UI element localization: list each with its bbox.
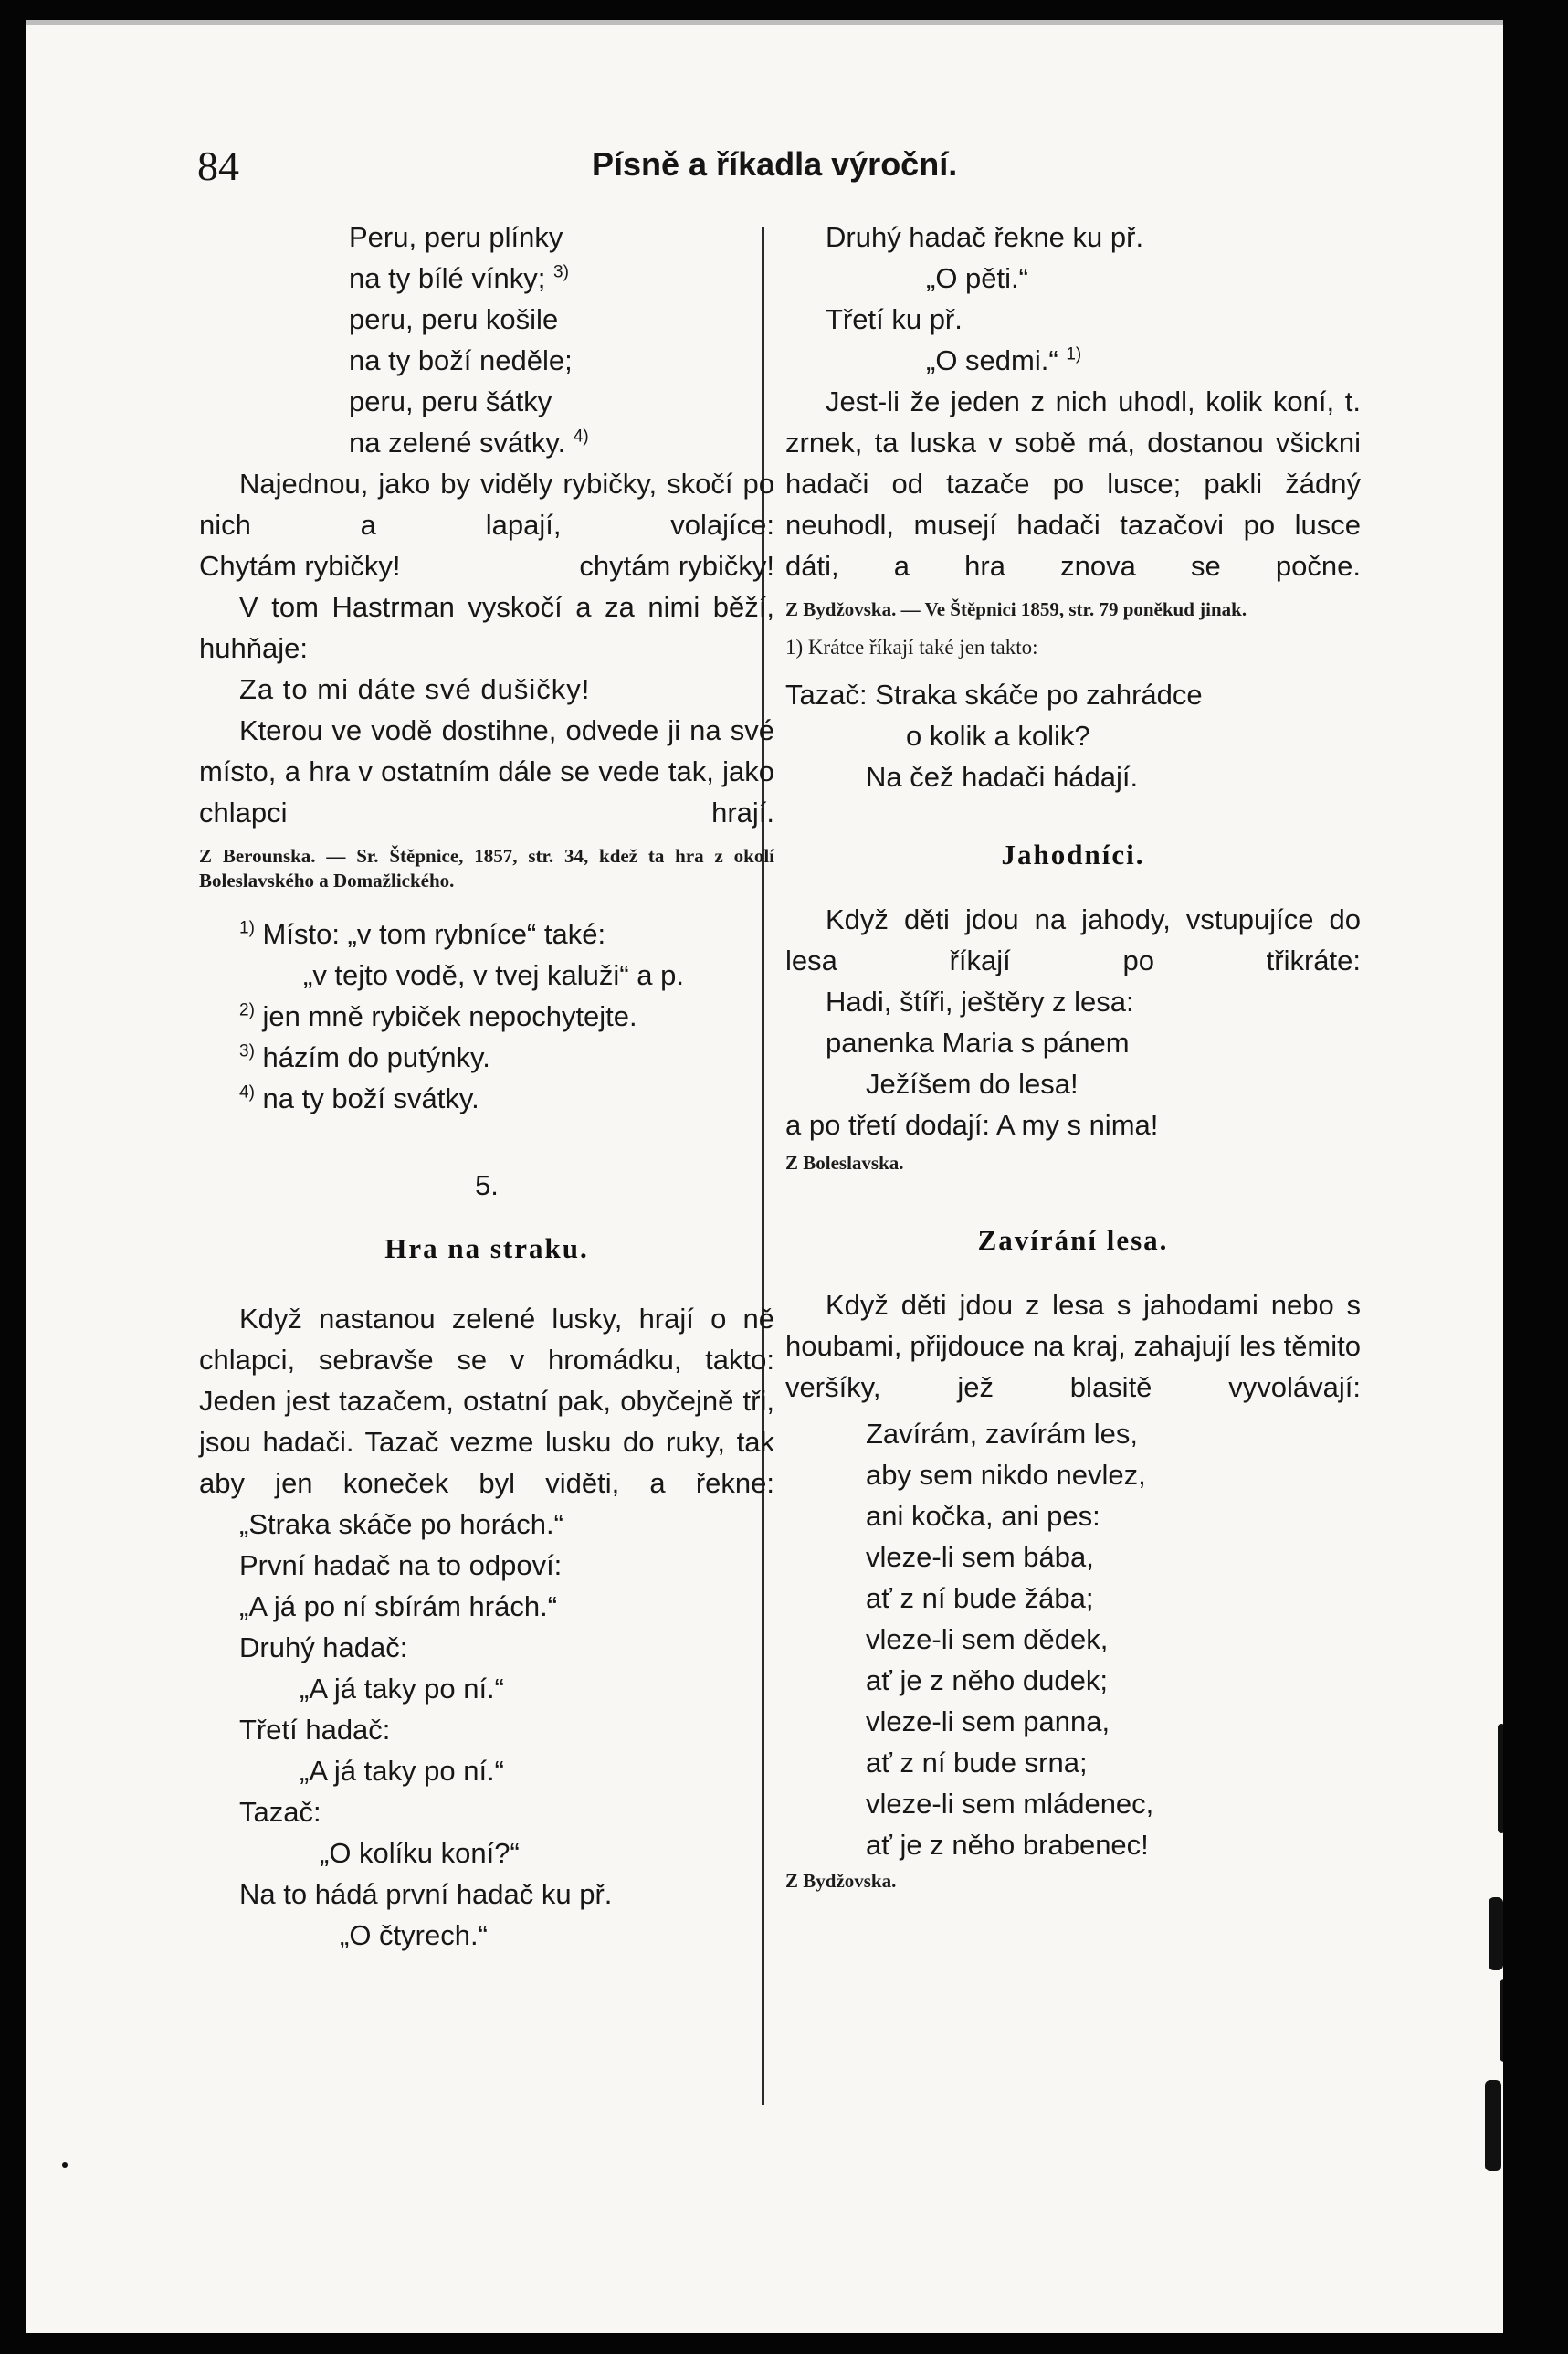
ink-speck [1489, 1897, 1503, 1970]
verse-line: panenka Maria s pánem [826, 1027, 1130, 1059]
book-page [26, 20, 1503, 2333]
verse-line: ať je z něho brabenec! [866, 1829, 1149, 1861]
verse-line: na ty boží neděle; [349, 344, 573, 376]
verse-line: aby sem nikdo nevlez, [866, 1459, 1146, 1491]
paragraph: V tom Hastrman vyskočí a za nimi běží, huhňaje: [199, 591, 774, 664]
verse-line: ať je z něho dudek; [866, 1664, 1108, 1696]
ink-speck [1500, 1979, 1503, 2062]
dialogue-line: „A já po ní sbírám hrách.“ [239, 1590, 558, 1622]
dialogue-line: První hadač na to odpoví: [239, 1549, 563, 1581]
section-title: Jahodníci. [1001, 839, 1145, 871]
dialogue-line: Druhý hadač: [239, 1631, 408, 1663]
verse-line: a po třetí dodají: A my s nima! [785, 1109, 1159, 1141]
verse-line: Ježíšem do lesa! [866, 1068, 1079, 1100]
verse-line: peru, peru košile [349, 303, 559, 335]
dialogue-line: Třetí ku př. [826, 303, 963, 335]
verse-straka [785, 674, 1361, 797]
right-column [785, 216, 1361, 1894]
verse-plinky [199, 216, 774, 463]
verse-line: ani kočka, ani pes: [866, 1500, 1100, 1532]
dialogue-line: Druhý hadač řekne ku př. [826, 221, 1144, 253]
dialogue-line: „O čtyrech.“ [340, 1919, 488, 1951]
footnote: $^{3)}$ házím do putýnky. [239, 1041, 490, 1073]
dialogue-line: „O pěti.“ [926, 262, 1028, 294]
shout-line: Za to mi dáte své dušičky! [239, 673, 591, 705]
footnote: 1) Krátce říkají také jen takto: [785, 636, 1038, 659]
verse-line: o kolik a kolik? [906, 720, 1090, 752]
dialogue-line: Na to hádá první hadač ku př. [239, 1878, 613, 1910]
verse-line: vleze-li sem dědek, [866, 1623, 1109, 1655]
ink-speck [62, 2162, 68, 2168]
footnote-mark: 3) [553, 262, 569, 282]
dialogue-line: Třetí hadač: [239, 1714, 391, 1746]
dialogue-line: Tazač: [239, 1796, 321, 1828]
footnote: „v tejto vodě, v tvej kaluži“ a p. [303, 959, 684, 991]
source-note: Z Boleslavska. [785, 1152, 904, 1174]
verse-line: ať z ní bude žába; [866, 1582, 1094, 1614]
dialogue-line: „O kolíku koní?“ [320, 1837, 520, 1869]
dialogue-line: „A já taky po ní.“ [300, 1673, 504, 1705]
ink-speck [1498, 1724, 1503, 1833]
verse-jahody [785, 981, 1361, 1145]
running-title: Písně a říkadla výroční. [592, 145, 958, 183]
verse-line: Zavírám, zavírám les, [866, 1418, 1138, 1450]
paragraph: Najednou, jako by viděly rybičky, skočí po nich a lapají, volajíce: [199, 468, 774, 541]
dialogue [785, 216, 1361, 381]
footnote: $^{4)}$ na ty boží svátky. [239, 1082, 479, 1114]
dialogue-line: „O sedmi.“ $^{1)}$ [926, 344, 1082, 376]
source-note: Z Bydžovska. [785, 1870, 897, 1892]
dialogue [199, 1504, 774, 1956]
footnote: $^{2)}$ jen mně rybiček nepochytejte. [239, 1000, 637, 1032]
source-note: Z Bydžovska. — Ve Štěpnici 1859, str. 79 poněkud jinak. [785, 598, 1247, 620]
verse-line: peru, peru šátky [349, 385, 552, 417]
verse-line: Tazač: Straka skáče po zahrádce [785, 679, 1203, 711]
page-header [26, 132, 1503, 187]
verse-line: Peru, peru plínky [349, 221, 563, 253]
verse-line: Hadi, štíři, ještěry z lesa: [826, 986, 1134, 1018]
verse-line: Na čež hadači hádají. [866, 761, 1139, 793]
dialogue-line: „A já taky po ní.“ [300, 1755, 504, 1787]
section-title: Hra na straku. [384, 1232, 589, 1264]
verse-line: na zelené svátky. $^{4)}$ [349, 427, 589, 459]
verse-les [785, 1413, 1361, 1865]
verse-line: vleze-li sem bába, [866, 1541, 1094, 1573]
source-note: Z Berounska. — Sr. Štěpnice, 1857, str. 34, kdež ta hra z okolí Boleslavského a Domažlického. [199, 845, 774, 892]
verse-line: na ty bílé vínky; $^{3)}$ [349, 262, 569, 294]
footnote: $^{1)}$ Místo: „v tom rybníce“ také: [239, 918, 606, 950]
verse-line: vleze-li sem panna, [866, 1705, 1110, 1737]
shout-line: Chytám rybičky! chytám rybičky! [199, 550, 774, 582]
verse-line: vleze-li sem mládenec, [866, 1788, 1154, 1820]
footnotes [199, 913, 774, 1119]
paragraph: Jest-li že jeden z nich uhodl, kolik koní, t. zrnek, ta luska v sobě má, dostanou všickni hadači od tazače po lusce; pakli žádný neuhodl, musejí hadači tazačovi po lusce dáti, a hra znova se počne. [785, 385, 1361, 582]
paragraph: Když děti jdou na jahody, vstupujíce do lesa říkají po třikráte: [785, 903, 1361, 976]
verse-line: ať z ní bude srna; [866, 1747, 1088, 1779]
section-number: 5. [475, 1169, 499, 1201]
page-number: 84 [197, 143, 239, 189]
section-title: Zavírání lesa. [977, 1224, 1169, 1256]
ink-speck [1485, 2080, 1501, 2171]
dialogue-line: „Straka skáče po horách.“ [239, 1508, 563, 1540]
paragraph: Kterou ve vodě dostihne, odvede ji na své místo, a hra v ostatním dále se vede tak, jako chlapci hrají. [199, 714, 774, 829]
paragraph: Když děti jdou z lesa s jahodami nebo s houbami, přijdouce na kraj, zahajují les těmito veršíky, jež blasitě vyvolávají: [785, 1289, 1361, 1403]
left-column [199, 216, 774, 1956]
footnote-mark: 4) [573, 427, 589, 447]
paragraph: Když nastanou zelené lusky, hrají o ně chlapci, sebravše se v hromádku, takto: Jeden jest tazačem, ostatní pak, obyčejně tři, jsou hadači. Tazač vezme lusku do ruky, tak aby jen koneček byl viděti, a řekne: [199, 1303, 774, 1499]
